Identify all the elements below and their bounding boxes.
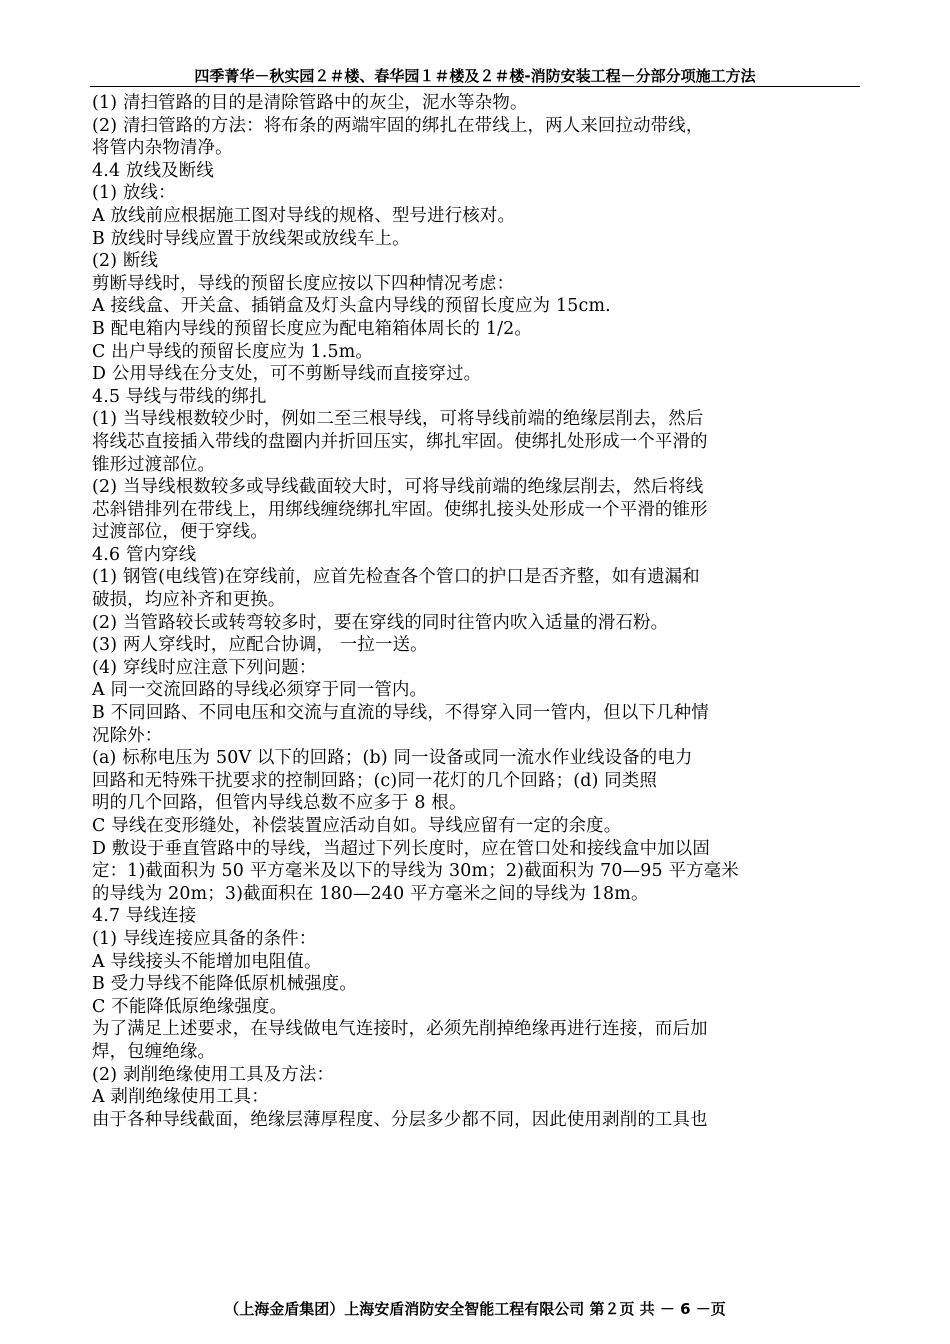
text-line: 破损，均应补齐和更换。: [92, 590, 286, 611]
text-line: C 出户导线的预留长度应为 1.5m。: [92, 341, 373, 362]
text-line: C 不能降低原绝缘强度。: [92, 996, 288, 1017]
text-line: 4.5 导线与带线的绑扎: [92, 386, 267, 407]
text-line: B 配电箱内导线的预留长度应为配电箱箱体周长的 1/2。: [92, 318, 533, 339]
text-line: (1) 钢管(电线管)在穿线前，应首先检查各个管口的护口是否齐整，如有遗漏和: [92, 567, 700, 588]
text-line: 回路和无特殊干扰要求的控制回路；(c)同一花灯的几个回路；(d) 同类照: [92, 770, 658, 791]
text-line: (1) 清扫管路的目的是清除管路中的灰尘，泥水等杂物。: [92, 93, 528, 113]
text-line: (1) 导线连接应具备的条件：: [92, 928, 317, 949]
text-line: 4.4 放线及断线: [92, 160, 214, 181]
text-line: 将线芯直接插入带线的盘圈内并折回压实，绑扎牢固。使绑扎处形成一个平滑的: [92, 431, 708, 452]
text-line: (2) 当导线根数较多或导线截面较大时，可将导线前端的绝缘层削去，然后将线: [92, 477, 704, 498]
text-line: (2) 清扫管路的方法：将布条的两端牢固的绑扎在带线上，两人来回拉动带线，: [92, 115, 704, 136]
page-footer: （上海金盾集团）上海安盾消防安全智能工程有限公司 第２页 共 － 6 －页: [224, 1300, 726, 1318]
text-line: A 同一交流回路的导线必须穿于同一管内。: [92, 680, 428, 701]
text-line: (a) 标称电压为 50V 以下的回路；(b) 同一设备或同一流水作业线设备的电力: [92, 748, 693, 769]
text-line: 将管内杂物清净。: [92, 138, 233, 159]
text-line: C 导线在变形缝处，补偿装置应活动自如。导线应留有一定的余度。: [92, 816, 622, 836]
text-line: 况除外：: [92, 725, 163, 746]
text-line: 的导线为 20m；3)截面积在 180—240 平方毫米之间的导线为 18m。: [92, 883, 649, 904]
text-line: (2) 当管路较长或转弯较多时，要在穿线的同时往管内吹入适量的滑石粉。: [92, 612, 669, 633]
text-line: (3) 两人穿线时，应配合协调， 一拉一送。: [92, 635, 428, 656]
text-line: 由于各种导线截面，绝缘层薄厚程度、分层多少都不同，因此使用剥削的工具也: [92, 1109, 708, 1130]
text-line: 4.7 导线连接: [92, 906, 197, 927]
text-line: (2) 断线: [92, 251, 159, 272]
text-line: 剪断导线时，导线的预留长度应按以下四种情况考虑：: [92, 273, 515, 294]
text-line: (2) 剥削绝缘使用工具及方法：: [92, 1064, 335, 1085]
text-line: (4) 穿线时应注意下列问题：: [92, 657, 317, 678]
text-line: 锥形过渡部位。: [92, 454, 216, 475]
text-line: A 导线接头不能增加电阻值。: [92, 951, 322, 972]
body-text: [92, 92, 860, 1131]
text-line: 4.6 管内穿线: [92, 544, 197, 565]
text-line: 芯斜错排列在带线上，用绑线缠绕绑扎牢固。使绑扎接头处形成一个平滑的锥形: [92, 499, 708, 520]
page-header: 四季菁华－秋实园２＃楼、春华园１＃楼及２＃楼-消防安装工程－分部分项施工方法: [194, 67, 756, 85]
text-line: 焊，包缠绝缘。: [92, 1041, 216, 1062]
text-line: A 接线盒、开关盒、插销盒及灯头盒内导线的预留长度应为 15cm.: [92, 296, 611, 317]
text-line: 定：1)截面积为 50 平方毫米及以下的导线为 30m；2)截面积为 70—95 平方毫米: [92, 861, 739, 882]
header-divider: [90, 86, 860, 87]
text-line: 为了满足上述要求，在导线做电气连接时，必须先削掉绝缘再进行连接，而后加: [92, 1019, 708, 1040]
text-line: D 敷设于垂直管路中的导线，当超过下列长度时，应在管口处和接线盒中加以固: [92, 838, 710, 859]
text-line: A 剥削绝缘使用工具：: [92, 1087, 269, 1108]
text-line: B 放线时导线应置于放线架或放线车上。: [92, 228, 410, 249]
text-line: 过渡部位，便于穿线。: [92, 522, 268, 543]
text-line: (1) 当导线根数较少时，例如二至三根导线，可将导线前端的绝缘层削去，然后: [92, 409, 704, 430]
text-line: A 放线前应根据施工图对导线的规格、型号进行核对。: [92, 205, 516, 226]
text-line: 明的几个回路，但管内导线总数不应多于 8 根。: [92, 793, 467, 814]
text-line: (1) 放线：: [92, 183, 176, 204]
text-line: B 受力导线不能降低原机械强度。: [92, 974, 357, 995]
text-line: B 不同回路、不同电压和交流与直流的导线，不得穿入同一管内，但以下几种情: [92, 703, 709, 724]
text-line: D 公用导线在分支处，可不剪断导线而直接穿过。: [92, 364, 482, 385]
